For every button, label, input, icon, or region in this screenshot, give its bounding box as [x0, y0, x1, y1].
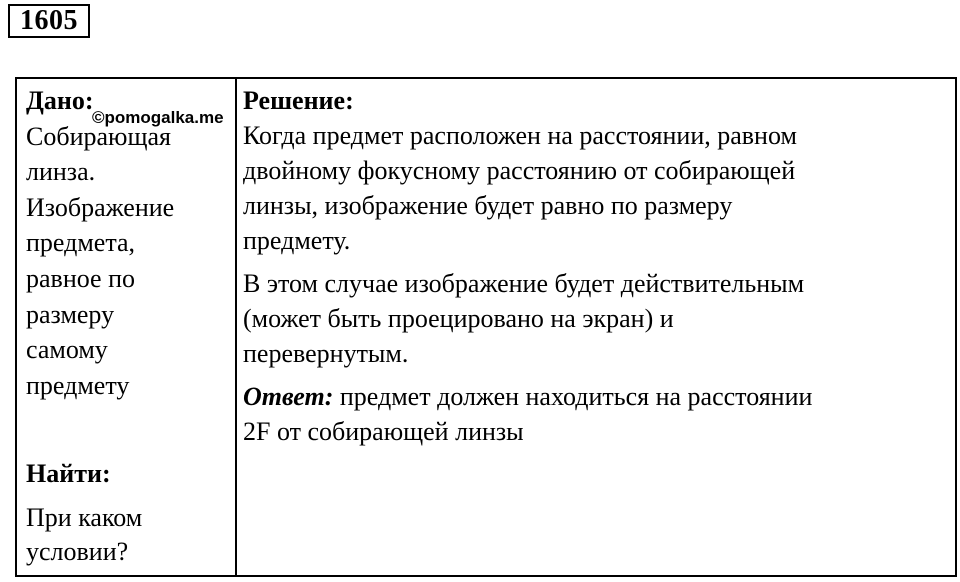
watermark: ©pomogalka.me — [92, 108, 224, 127]
solution-paragraph-1: Когда предмет расположен на расстоянии, равном двойному фокусному расстоянию от собирающей линзы, изображение будет равно по размеру предмету. — [243, 121, 797, 255]
solution-column — [243, 83, 943, 457]
solution-paragraph-2: В этом случае изображение будет действительным (может быть проецировано на экран) и перевернутым. — [243, 269, 805, 368]
column-divider — [235, 79, 237, 575]
answer-text: предмет должен находиться на расстоянии 2F от собирающей линзы — [243, 382, 813, 446]
answer-paragraph — [243, 379, 943, 449]
given-column — [26, 83, 226, 403]
problem-number: 1605 — [8, 4, 90, 38]
task-table — [15, 77, 957, 577]
find-text: При каком условии? — [26, 503, 143, 566]
given-text: Собирающая линза. Изображение предмета, равное по размеру самому предмету — [26, 121, 175, 400]
answer-label: Ответ: — [243, 382, 334, 411]
find-heading: Найти: — [26, 459, 111, 488]
solution-heading: Решение: — [243, 86, 354, 115]
given-heading: Дано: — [26, 86, 94, 115]
